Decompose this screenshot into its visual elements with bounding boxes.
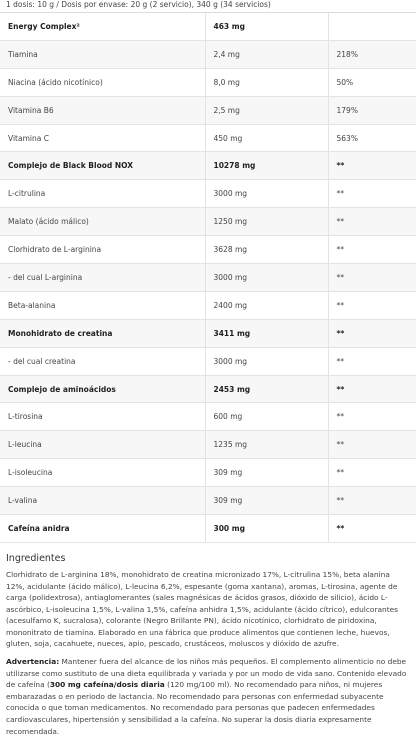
nutrient-amount: 1235 mg [205,431,328,459]
nutrient-name: - del cual creatina [0,347,205,375]
nutrient-name: Beta-alanina [0,291,205,319]
nutrient-name: Malato (ácido málico) [0,208,205,236]
ingredients-heading: Ingredientes [6,552,66,564]
nutrient-percent: 218% [328,40,416,68]
nutrient-percent: 563% [328,124,416,152]
nutrient-name: Cafeína anidra [0,515,205,543]
table-row [0,40,416,68]
nutrient-percent: ** [328,264,416,292]
nutrient-name: L-isoleucina [0,459,205,487]
nutrient-amount: 3000 mg [205,180,328,208]
nutrient-name: Complejo de Black Blood NOX [0,152,205,180]
nutrient-amount: 3411 mg [205,319,328,347]
nutrient-percent: 179% [328,96,416,124]
nutrient-percent: ** [328,208,416,236]
nutrient-amount: 2,4 mg [205,40,328,68]
nutrient-name: Clorhidrato de L-arginina [0,236,205,264]
table-row [0,291,416,319]
nutrient-name: Vitamina C [0,124,205,152]
nutrient-name: L-valina [0,487,205,515]
nutrient-amount: 3000 mg [205,347,328,375]
table-row [0,487,416,515]
nutrient-amount: 2453 mg [205,375,328,403]
nutrition-table-body [0,13,416,542]
table-row [0,96,416,124]
table-row [0,264,416,292]
table-row [0,236,416,264]
nutrient-percent: ** [328,431,416,459]
nutrient-amount: 300 mg [205,515,328,543]
warning-label: Advertencia: [6,657,60,667]
table-row [0,152,416,180]
nutrient-name: L-citrulina [0,180,205,208]
nutrient-amount: 1250 mg [205,208,328,236]
warning-text-1: Mantener fuera del alcance de los niños más pequeños. El complemento alimenticio no debe utilizarse como sustituto de una dieta equilibrada y variada y por un modo de vida sano. Contenido elevado de cafeína ( [6,657,407,690]
nutrient-name: L-leucina [0,431,205,459]
ingredients-text: Clorhidrato de L-arginina 18%, monohidrato de creatina micronizado 17%, L-citrulina 15%, beta alanina 12%, acidulante (ácido málico), L-leucina 6,2%, espesante (goma xantana), aromas, L-tirosina, agente de carga (polidextrosa), antiaglomerantes (sales magnésicas de ácidos grasos, dióxido de silicio), ácido L-ascórbico, L-isoleucina 1,5%, L-valina 1,5%, cafeína anhidra 1,5%, acidulante (ácido cítrico), edulcorantes (acesulfamo K, sucralosa), colorante (Negro Brillante PN), ácido nicotínico, clorhidrato de piridoxina, mononitrato de tiamina. Elaborado en una fábrica que produce alimentos que contienen leche, huevos, gluten, soja, cacahuete, nueces, apio, pescado, crustáceos, moluscos y dióxido de azufre. [6,569,398,649]
nutrient-name: Complejo de aminoácidos [0,375,205,403]
table-row [0,515,416,543]
nutrient-name: Vitamina B6 [0,96,205,124]
table-row [0,431,416,459]
nutrient-name: Monohidrato de creatina [0,319,205,347]
nutrient-amount: 2,5 mg [205,96,328,124]
nutrient-name: Energy Complex² [0,13,205,40]
serving-info: 1 dosis: 10 g / Dosis por envase: 20 g (2 servicio), 340 g (34 servicios) [0,0,416,13]
nutrition-table [0,13,416,543]
table-row [0,319,416,347]
nutrient-name: Niacina (ácido nicotínico) [0,68,205,96]
nutrient-percent: ** [328,487,416,515]
nutrient-amount: 450 mg [205,124,328,152]
table-row [0,13,416,40]
nutrient-percent: ** [328,180,416,208]
table-row [0,347,416,375]
nutrient-amount: 600 mg [205,403,328,431]
nutrient-amount: 3628 mg [205,236,328,264]
nutrient-percent: ** [328,347,416,375]
table-row [0,459,416,487]
table-row [0,180,416,208]
nutrient-name: - del cual L-arginina [0,264,205,292]
nutrient-amount: 463 mg [205,13,328,40]
nutrient-percent: ** [328,236,416,264]
table-row [0,403,416,431]
nutrient-amount: 10278 mg [205,152,328,180]
nutrient-percent: 50% [328,68,416,96]
nutrient-name: Tiamina [0,40,205,68]
nutrient-amount: 309 mg [205,459,328,487]
nutrient-amount: 2400 mg [205,291,328,319]
warning-text [6,656,410,737]
nutrient-percent [328,13,416,40]
table-row [0,68,416,96]
table-row [0,208,416,236]
nutrient-amount: 3000 mg [205,264,328,292]
table-row [0,124,416,152]
nutrient-percent: ** [328,291,416,319]
nutrient-amount: 8,0 mg [205,68,328,96]
warning-text-2: (120 mg/100 ml). No recomendado para niños, ni mujeres embarazadas o en periodo de lactancia. No recomendado para personas con enfermedad subyacente conocida o que toman medicamentos. No recomendado para personas que padecen enfermedades cardiovasculares, hipertensión y sensibilidad a la cafeína. No superar la dosis diaria expresamente recomendada. [6,680,384,736]
nutrient-percent: ** [328,319,416,347]
nutrient-percent: ** [328,459,416,487]
nutrient-percent: ** [328,403,416,431]
nutrient-percent: ** [328,152,416,180]
nutrient-amount: 309 mg [205,487,328,515]
warning-caffeine-dose: 300 mg cafeína/dosis diaria [49,680,165,690]
nutrient-name: L-tirosina [0,403,205,431]
table-row [0,375,416,403]
nutrient-percent: ** [328,375,416,403]
nutrient-percent: ** [328,515,416,543]
